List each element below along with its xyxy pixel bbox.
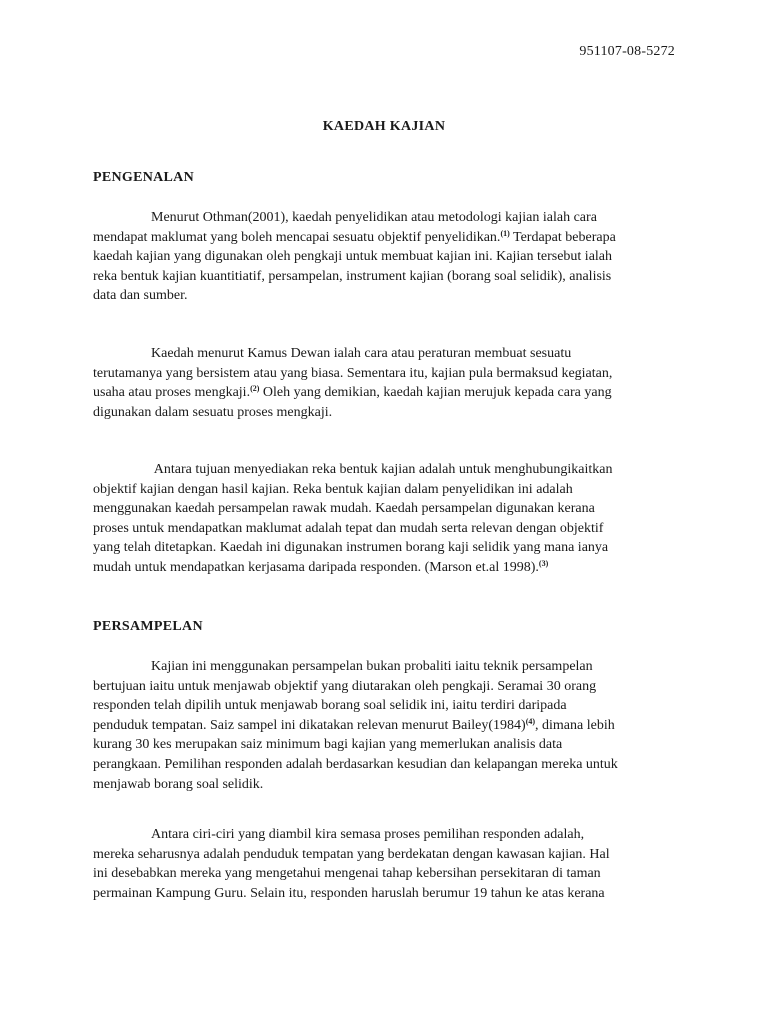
paragraph-pengenalan-1: Menurut Othman(2001), kaedah penyelidikan atau metodologi kajian ialah cara mendapat maklumat yang boleh mencapai sesuatu objektif penyelidikan.$^{(1)}$ Terdapat beberapa kaedah kajian yang digunakan oleh pengkaji untuk membuat kajian ini. Kajian tersebut ialah reka bentuk kajian kuantitiatif, persampelan, instrument kajian (borang soal selidik), analisis data dan sumber. xyxy=(93,210,616,304)
paragraph-pengenalan-3: Antara tujuan menyediakan reka bentuk kajian adalah untuk menghubungikaitkan objektif kajian dengan hasil kajian. Reka bentuk kajian dalam penyelidikan ini adalah menggunakan kaedah persampelan rawak mudah. Kaedah persampelan digunakan kerana proses untuk mendapatkan maklumat adalah tepat dan mudah serta relevan dengan objektif yang telah ditetapkan. Kaedah ini digunakan instrumen borang kaji selidik yang mana ianya mudah untuk mendapatkan kerjasama daripada responden. (Marson et.al 1998).$^{(3)}$ xyxy=(93,462,613,575)
paragraph-persampelan-2: Antara ciri-ciri yang diambil kira semasa proses pemilihan responden adalah, mereka seharusnya adalah penduduk tempatan yang berdekatan dengan kawasan kajian. Hal ini desebabkan mereka yang mengetahui mengenai tahap kebersihan persekitaran di taman permainan Kampung Guru. Selain itu, responden haruslah berumur 19 tahun ke atas kerana xyxy=(93,827,610,901)
section-heading-pengenalan: PENGENALAN xyxy=(93,170,195,185)
paragraph-pengenalan-2: Kaedah menurut Kamus Dewan ialah cara atau peraturan membuat sesuatu terutamanya yang bersistem atau yang biasa. Sementara itu, kajian pula bermaksud kegiatan, usaha atau proses mengkaji.$^{(2)}$ Oleh yang demikian, kaedah kajian merujuk kepada cara yang digunakan dalam sesuatu proses mengkaji. xyxy=(93,346,613,420)
footnote-ref-4: (4) xyxy=(525,716,536,726)
footnote-ref-3: (3) xyxy=(538,558,549,568)
footnote-ref-1: (1) xyxy=(500,228,510,238)
section-heading-persampelan: PERSAMPELAN xyxy=(93,619,203,634)
document-id-number: 951107-08-5272 xyxy=(579,44,675,59)
footnote-ref-2: (2) xyxy=(250,384,260,394)
paragraph-persampelan-1: Kajian ini menggunakan persampelan bukan probaliti iaitu teknik persampelan bertujuan iaitu untuk menjawab objektif yang diutarakan oleh pengkaji. Seramai 30 orang responden telah dipilih untuk menjawab borang soal selidik ini, iaitu terdiri daripada penduduk tempatan. Saiz sampel ini dikatakan relevan menurut $Bailey(1984)^{(4)}$, dimana lebih kurang 30 kes merupakan saiz minimum bagi kajian yang memerlukan analisis data perangkaan. Pemilihan responden adalah berdasarkan kesudian dan kelapangan mereka untuk menjawab borang soal selidik. xyxy=(93,659,618,792)
document-title: KAEDAH KAJIAN xyxy=(322,119,446,134)
